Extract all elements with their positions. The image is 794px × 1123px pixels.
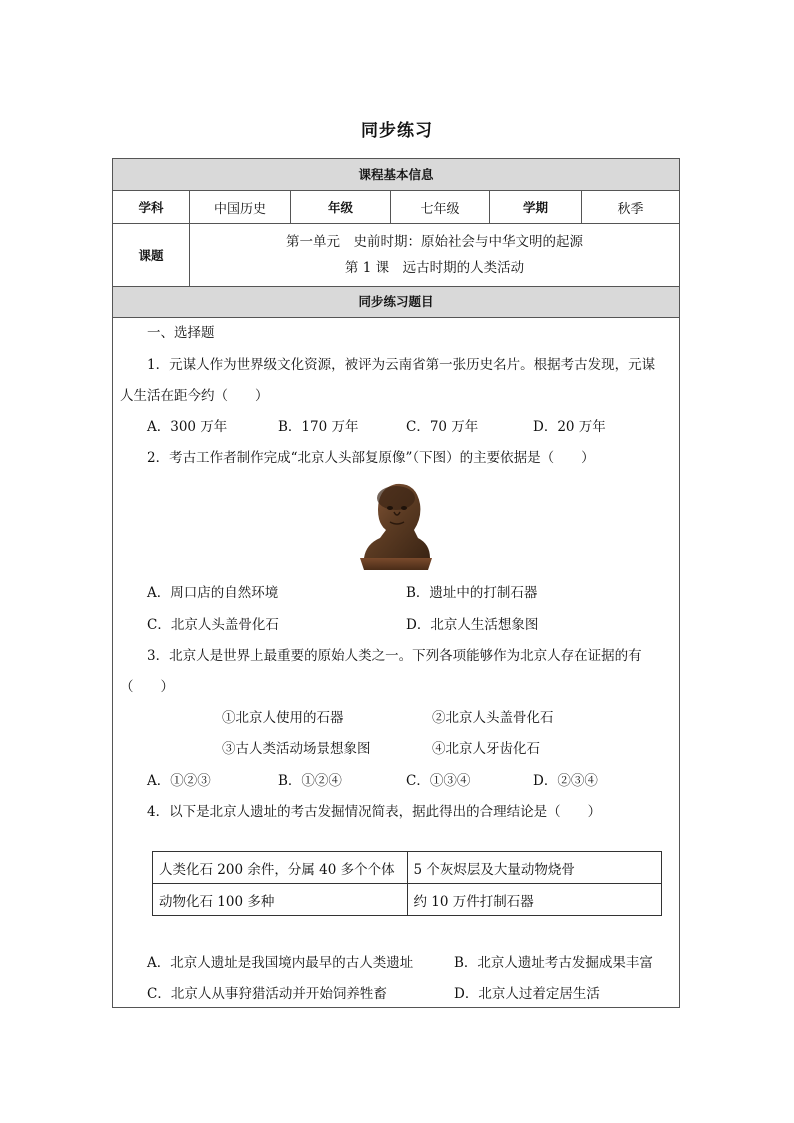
excavation-table	[152, 851, 662, 916]
exercise-header: 同步练习题目	[113, 287, 679, 318]
q2-option-d: D．北京人生活想象图	[406, 617, 539, 633]
q3-option-a: A．①②③	[147, 773, 211, 789]
table-cell: 动物化石 100 多种	[153, 884, 408, 916]
q4-stem: 4．以下是北京人遗址的考古发掘情况简表，据此得出的合理结论是（ ）	[147, 804, 602, 820]
course-info-header: 课程基本信息	[113, 159, 679, 191]
q4-option-c: C．北京人从事狩猎活动并开始饲养牲畜	[147, 986, 387, 1002]
subject-value: 中国历史	[190, 191, 291, 223]
term-value: 秋季	[617, 201, 644, 217]
q1-option-c: C．70 万年	[406, 419, 479, 435]
topic-label: 课题	[113, 224, 190, 286]
q3-option-b: B．①②④	[278, 773, 342, 789]
grade-value: 七年级	[391, 191, 490, 223]
q1-stem-line2: 人生活在距今约（ ）	[120, 388, 269, 404]
term-label: 学期	[490, 191, 582, 223]
q1-stem-line1: 1．元谋人作为世界级文化资源，被评为云南省第一张历史名片。根据考古发现，元谋	[147, 357, 656, 373]
topic-row	[113, 224, 679, 287]
q3-item-4: ④北京人牙齿化石	[432, 741, 540, 757]
q4-option-b: B．北京人遗址考古发掘成果丰富	[454, 955, 653, 971]
subject-label: 学科	[113, 191, 190, 223]
q3-item-1: ①北京人使用的石器	[222, 710, 344, 726]
q4-option-a: A．北京人遗址是我国境内最早的古人类遗址	[147, 955, 414, 971]
q3-stem-line2: （ ）	[120, 679, 174, 695]
q3-item-2: ②北京人头盖骨化石	[432, 710, 554, 726]
q2-stem: 2．考古工作者制作完成“北京人头部复原像”（下图）的主要依据是（ ）	[147, 450, 595, 466]
q3-stem-line1: 3．北京人是世界上最重要的原始人类之一。下列各项能够作为北京人存在证据的有	[147, 648, 642, 664]
table-row	[153, 884, 662, 916]
table-row	[153, 852, 662, 884]
q2-option-a: A．周口店的自然环境	[147, 585, 279, 601]
q2-option-c: C．北京人头盖骨化石	[147, 617, 279, 633]
page-title: 同步练习	[361, 121, 433, 141]
q2-option-b: B．遗址中的打制石器	[406, 585, 538, 601]
grade-label: 年级	[291, 191, 391, 223]
q3-option-d: D．②③④	[533, 773, 598, 789]
q1-option-b: B．170 万年	[278, 419, 359, 435]
q3-item-3: ③古人类活动场景想象图	[222, 741, 371, 757]
q4-option-d: D．北京人过着定居生活	[454, 986, 600, 1002]
q1-option-a: A．300 万年	[147, 419, 228, 435]
info-row	[113, 191, 679, 224]
topic-line-2: 第 1 课 远古时期的人类活动	[344, 260, 525, 276]
topic-value	[190, 224, 679, 286]
q3-option-c: C．①③④	[406, 773, 471, 789]
table-cell: 约 10 万件打制石器	[407, 884, 662, 916]
topic-line-1: 第一单元 史前时期：原始社会与中华文明的起源	[286, 234, 583, 250]
table-cell: 人类化石 200 余件，分属 40 多个个体	[153, 852, 408, 884]
bust-statue-icon	[356, 478, 436, 573]
section-title: 一、选择题	[147, 325, 215, 341]
table-cell: 5 个灰烬层及大量动物烧骨	[407, 852, 662, 884]
q1-option-d: D．20 万年	[533, 419, 606, 435]
